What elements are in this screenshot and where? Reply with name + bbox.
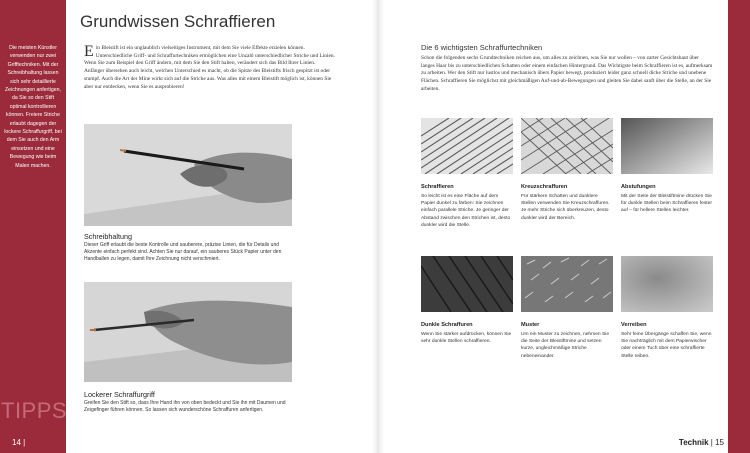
dark-hatching-swatch bbox=[421, 256, 513, 312]
page-number-15: 15 bbox=[715, 438, 724, 447]
technique-name: Kreuzschraffuren bbox=[521, 184, 568, 190]
technique-desc: So leicht ist es eine Fläche auf dem Papier dunkel zu färben: Sie zeichnen einfach parallele Striche. Je geringer der Abstand zwischen den Strichen ist, desto dunkler wird die Stelle. bbox=[421, 194, 511, 228]
technique-name: Verreiben bbox=[621, 322, 647, 328]
hatching-swatch bbox=[421, 118, 513, 174]
page-title: Grundwissen Schraffieren bbox=[80, 12, 276, 31]
sidebar-tipps-label: TIPPS bbox=[1, 398, 68, 423]
technique-name: Dunkle Schraffuren bbox=[421, 322, 473, 328]
sidebar-tip-text: Die meisten Künstler verwenden nur zwei Grifftechniken. Mit der Schreibhaltung lassen sich sehr detaillierte Zeichnungen anfertigen, da Sie so den Stift optimal kontrollieren können. Freiere Striche erlaubt dagegen der lockere Schraffurgriff, bei dem Sie auch den Arm einsetzen und eine Bewegung wie beim Malen machen. bbox=[4, 45, 62, 169]
page-number-left bbox=[12, 438, 25, 447]
intro-paragraph bbox=[84, 45, 336, 91]
writing-grip-photo bbox=[84, 124, 292, 226]
loose-grip-photo bbox=[84, 282, 292, 382]
grip2-text: Greifen Sie den Stift so, dass Ihre Hand ihn von oben bedeckt und Sie ihn mit Daumen und Zeigefinger führen können. So lassen sich wunderschöne Schraffuren anfertigen. bbox=[84, 400, 286, 413]
grip1-title: Schreibhaltung bbox=[84, 232, 132, 241]
technique-name: Schraffieren bbox=[421, 184, 454, 190]
pattern-swatch bbox=[521, 256, 613, 312]
page-number-divider: | bbox=[710, 438, 713, 447]
techniques-intro: Schon die folgenden sechs Grundtechniken reichen aus, um alles zu zeichnen, was Sie nur wollen – von zarter Gesichtshaut über langes Haar bis zu unterschiedlichen Schatten oder einem einfachen Hintergrund. Das Wichtigste beim Schraffieren ist es, aufmerksam zu arbeiten. Wer den Stift nur lustlos und mechanisch übers Papier bewegt, produziert leider ganz schnell dicke Striche und unebene Flächen. Schraffieren Sie möglichst mit gleichmäßigen Auf-und-ab-Bewegungen und gleiten Sie dabei sanft über die Stelle, an der Sie arbeiten. bbox=[421, 55, 713, 92]
page-number-right bbox=[679, 438, 724, 447]
crosshatching-swatch bbox=[521, 118, 613, 174]
technique-gradation bbox=[621, 118, 713, 215]
technique-crosshatching bbox=[521, 118, 613, 222]
intro-dropcap: E bbox=[84, 43, 94, 60]
technique-hatching bbox=[421, 118, 513, 229]
technique-desc: Sehr feine Übergänge schaffen Sie, wenn Sie nachträglich mit dem Papierwischer oder einem Tuch über eine schraffierte Stelle reiben. bbox=[621, 332, 712, 359]
grip1-text: Dieser Griff erlaubt die beste Kontrolle und sauberere, präzise Linien, die für Details und Akzente einfach perfekt sind. Achten Sie nur darauf, ein sauberes Stück Papier unter den Handballen zu legen, damit Ihre Zeichnung nicht verschmiert. bbox=[84, 242, 282, 262]
technique-desc: Für stärkere Schatten und dunklere Stellen verwenden Sie Kreuzschraffuren. Je mehr Striche sich überkreuzen, desto dunkler wird der Bereich. bbox=[521, 194, 610, 221]
grip2-title: Lockerer Schraffurgriff bbox=[84, 390, 155, 399]
techniques-title: Die 6 wichtigsten Schraffurtechniken bbox=[421, 43, 543, 52]
technique-desc: Mit der Seite der Bleistiftmine drücken Sie für dunkle Stellen beim Schraffieren fester auf – für hellere Stellen leichter. bbox=[621, 194, 712, 214]
right-stripe bbox=[728, 0, 750, 453]
book-gutter bbox=[372, 0, 384, 453]
technique-dark-hatching bbox=[421, 256, 513, 345]
technique-pattern bbox=[521, 256, 613, 360]
technique-blending bbox=[621, 256, 713, 360]
intro-text: in Bleistift ist ein unglaublich vielseitiges Instrument, mit dem Sie viele Effekte erzielen können. Unterschiedliche Griff- und Schraffurtechniken ermöglichen eine Unzahl unterschiedlicher Striche und Linien. Wenn Sie zum Beispiel den Griff ändern, mit dem Sie den Stift halten, verändert sich das Bild Ihrer Linien. Anfänger übersehen auch leicht, welchen Unterschied es macht, ob die Spitze des Bleistifts frisch gespitzt ist oder stumpf. Auch die Art der Mine wirkt sich auf die Striche aus. Was alles mit einem Bleistift möglich ist, können Sie aber nur entdecken, wenn Sie es ausprobieren! bbox=[84, 45, 335, 90]
gradation-swatch bbox=[621, 118, 713, 174]
page-number-divider: | bbox=[23, 438, 26, 447]
left-sidebar bbox=[0, 0, 66, 453]
page-number-14: 14 bbox=[12, 438, 21, 447]
technique-desc: Um ein Muster zu zeichnen, nehmen Sie die Seite der Bleistiftmine und setzen kurze, ungleichmäßige Striche nebeneinander. bbox=[521, 332, 610, 359]
technique-desc: Wenn Sie stärker aufdrücken, können Sie sehr dunkle Stellen schraffieren. bbox=[421, 332, 512, 345]
section-label: Technik bbox=[678, 438, 709, 447]
technique-name: Abstufungen bbox=[621, 184, 656, 190]
blending-swatch bbox=[621, 256, 713, 312]
technique-name: Muster bbox=[521, 322, 540, 328]
